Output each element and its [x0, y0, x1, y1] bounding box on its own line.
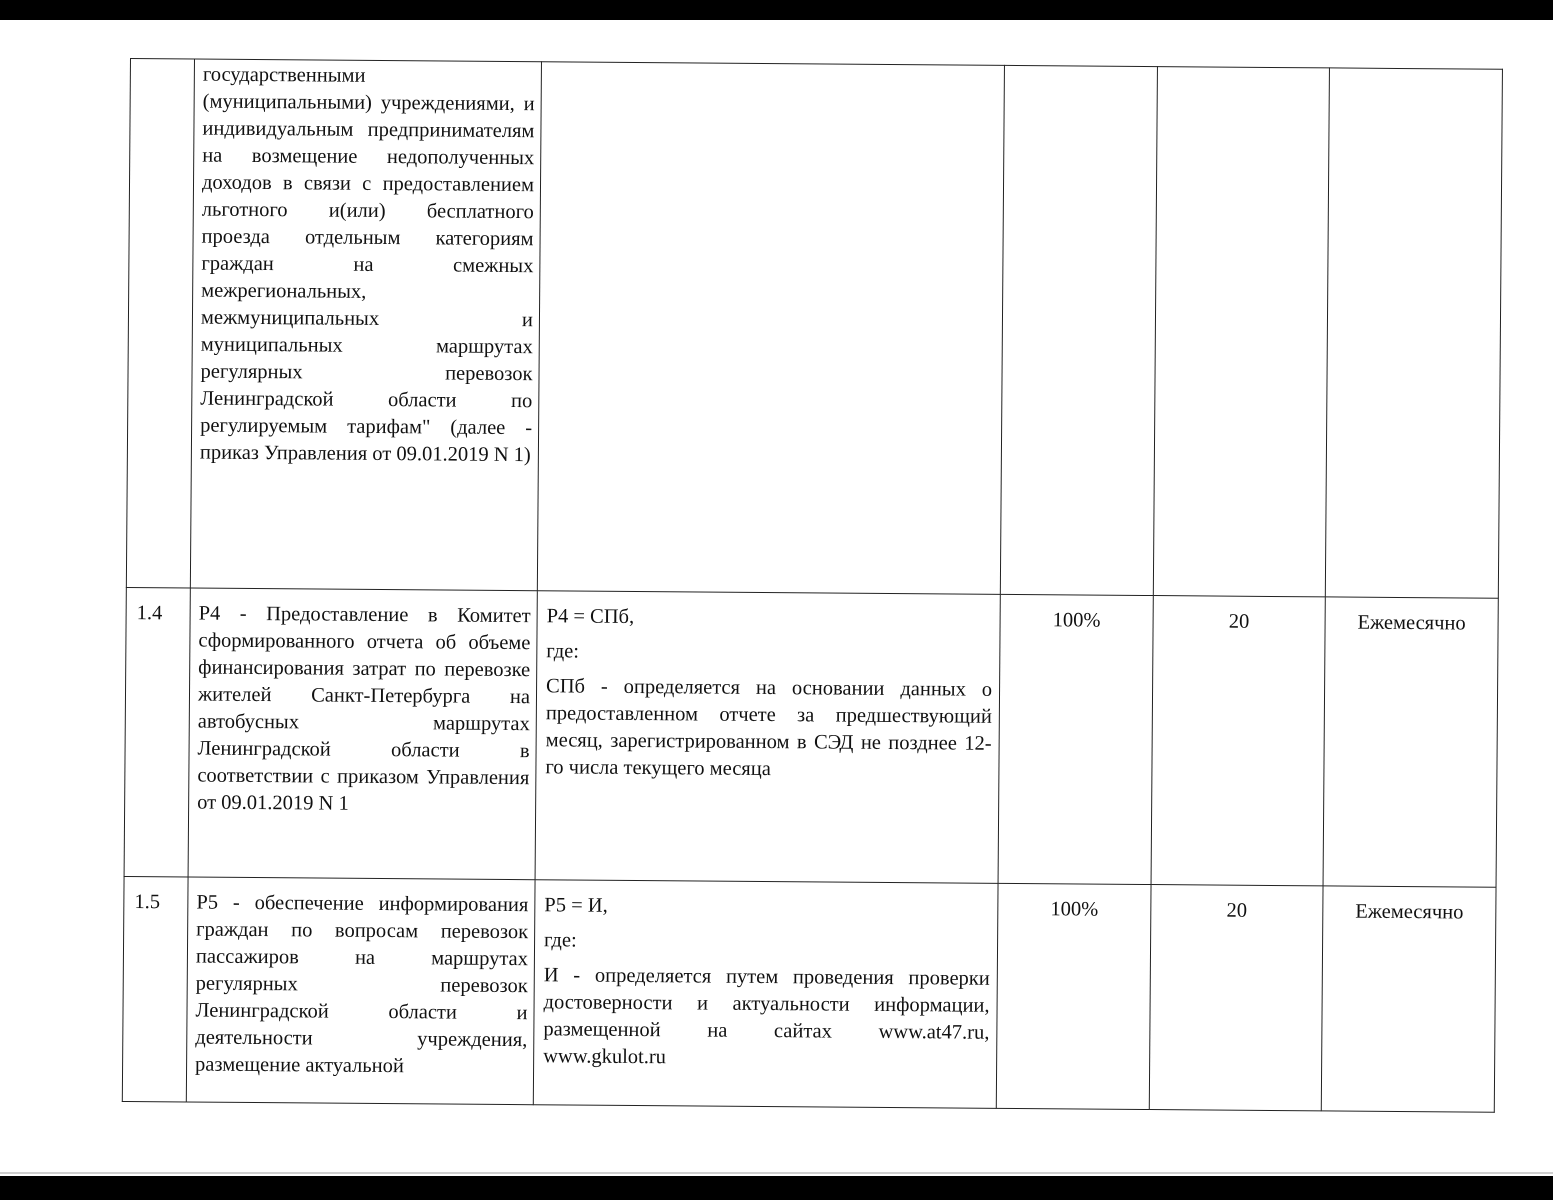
table-row — [126, 59, 1502, 599]
formula-equation: Р5 = И, — [544, 894, 608, 917]
scan-border-bottom — [0, 1176, 1553, 1200]
indicators-table — [122, 58, 1503, 1113]
formula-where: где: — [543, 929, 577, 952]
indicator-weight: 20 — [1149, 885, 1323, 1111]
indicator-period: Ежемесячно — [1323, 597, 1498, 887]
indicator-target: 100% — [996, 883, 1151, 1109]
row-number: 1.5 — [122, 876, 188, 1101]
indicator-name: Р5 - обеспечение информирования граждан по вопросам перевозок пассажиров на маршрутах регулярных перевозок Ленинградской области и деятельности учреждения, размещение актуальной — [186, 877, 535, 1105]
scan-edge-line — [0, 1172, 1553, 1174]
indicator-period: Ежемесячно — [1321, 886, 1496, 1112]
table-row — [124, 587, 1498, 887]
scan-border-top — [0, 0, 1553, 20]
indicator-formula — [535, 591, 1000, 884]
indicator-name: Р4 - Предоставление в Комитет сформированного отчета об объеме финансирования затрат по перевозке жителей Санкт-Петербурга на автобусных маршрутах Ленинградской области в соответствии с приказом Управления от 09.01.2019 N 1 — [188, 588, 537, 880]
indicator-weight: 20 — [1151, 596, 1325, 886]
row-number: 1.4 — [124, 587, 190, 876]
row-number — [126, 59, 194, 588]
formula-description: СПб - определяется на основании данных о предоставленном отчете за предшествующий месяц, зарегистрированном в СЭД не позднее 12-го числа текущего месяца — [545, 675, 993, 781]
formula-where: где: — [546, 640, 580, 663]
indicator-weight — [1153, 67, 1329, 597]
formula-equation: Р4 = СПб, — [546, 605, 635, 628]
indicator-period — [1325, 68, 1502, 598]
indicator-formula — [537, 62, 1004, 595]
table-row — [122, 876, 1496, 1112]
indicator-name: государственными (муниципальными) учреждениями, и индивидуальным предпринимателям на возмещение недополученных доходов в связи с предоставлением льготного и(или) бесплатного проезда отдельным категориям граждан на смежных межрегиональных, межмуниципальных и муниципальных маршрутах регулярных перевозок Ленинградской области по регулируемым тарифам" (далее - приказ Управления от 09.01.2019 N 1) — [190, 59, 541, 591]
indicator-target — [1000, 65, 1157, 595]
indicator-formula — [533, 880, 998, 1109]
formula-description: И - определяется путем проведения проверки достоверности и актуальности информации, размещенной на сайтах www.at47.ru, www.gkulot.ru — [543, 964, 990, 1069]
indicator-target: 100% — [998, 594, 1153, 884]
